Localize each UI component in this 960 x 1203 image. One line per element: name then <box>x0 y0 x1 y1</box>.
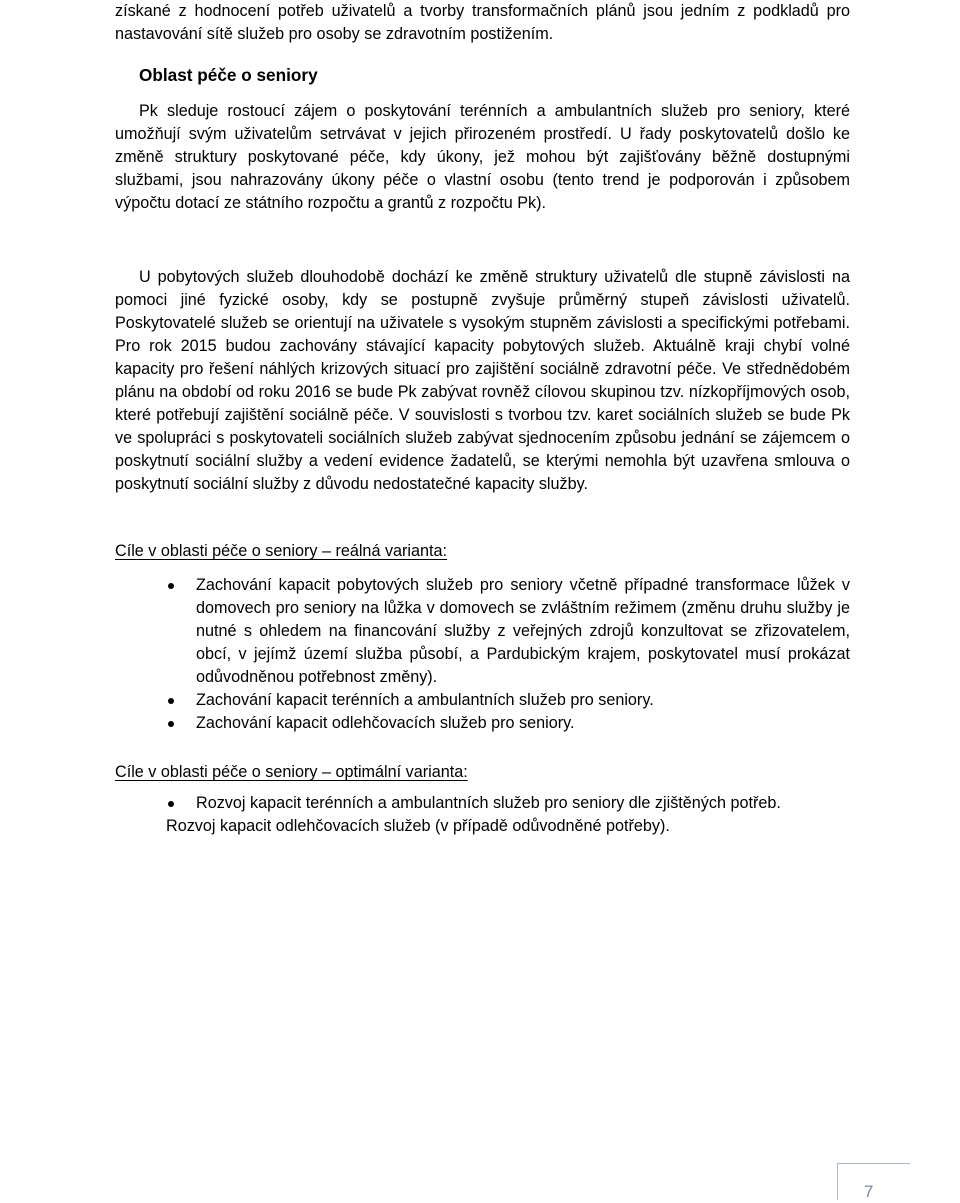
list-item-text: Zachování kapacit pobytových služeb pro seniory včetně případné transformace lůžek v domovech pro seniory na lůžka v domovech se zvláštním režimem (změnu druhu služby je nutné s ohledem na financování služby z veřejných zdrojů konzultovat se zřizovatelem, obcí, v jejímž území služba působí, a Pardubickým krajem, poskytovatel musí prokázat odůvodněnou potřebnost změny). <box>196 576 850 686</box>
list-item <box>115 689 850 712</box>
goals-optimal-list <box>115 792 850 815</box>
bullet-icon <box>168 698 174 704</box>
bullet-icon <box>168 583 174 589</box>
page-number-frame <box>837 1163 910 1200</box>
list-item-text: Zachování kapacit terénních a ambulantních služeb pro seniory. <box>196 691 654 709</box>
goals-optimal-heading: Cíle v oblasti péče o seniory – optimální varianta: <box>115 763 468 781</box>
list-item <box>115 712 850 735</box>
list-item-text: Rozvoj kapacit terénních a ambulantních služeb pro seniory dle zjištěných potřeb. <box>196 794 781 812</box>
page-number: 7 <box>864 1182 874 1201</box>
section-heading: Oblast péče o seniory <box>139 65 318 85</box>
list-item <box>115 574 850 689</box>
bullet-icon <box>168 721 174 727</box>
intro-paragraph: získané z hodnocení potřeb uživatelů a tvorby transformačních plánů jsou jedním z podkladů pro nastavování sítě služeb pro osoby se zdravotním postižením. <box>115 2 850 43</box>
section-paragraph-1: Pk sleduje rostoucí zájem o poskytování terénních a ambulantních služeb pro seniory, které umožňují svým uživatelům setrvávat v jejich přirozeném prostředí. U řady poskytovatelů došlo ke změně struktury poskytované péče, kdy úkony, jež mohou být zajišťovány běžně dostupnými službami, jsou nahrazovány úkony péče o vlastní osobu (tento trend je podporován i způsobem výpočtu dotací ze státního rozpočtu a grantů z rozpočtu Pk). <box>115 102 850 212</box>
goals-real-list <box>115 574 850 735</box>
goals-optimal-continuation: Rozvoj kapacit odlehčovacích služeb (v případě odůvodněné potřeby). <box>166 817 670 835</box>
bullet-icon <box>168 801 174 807</box>
list-item-text: Zachování kapacit odlehčovacích služeb pro seniory. <box>196 714 575 732</box>
list-item <box>115 792 850 815</box>
goals-real-heading: Cíle v oblasti péče o seniory – reálná varianta: <box>115 542 448 560</box>
section-paragraph-2: U pobytových služeb dlouhodobě dochází ke změně struktury uživatelů dle stupně závislosti na pomoci jiné fyzické osoby, kdy se postupně zvyšuje průměrný stupeň závislosti uživatelů. Poskytovatelé služeb se orientují na uživatele s vysokým stupněm závislosti a specifickými potřebami. Pro rok 2015 budou zachovány stávající kapacity pobytových služeb. Aktuálně kraji chybí volné kapacity pro řešení náhlých krizových situací pro zajištění sociálně zdravotní péče. Ve střednědobém plánu na období od roku 2016 se bude Pk zabývat rovněž cílovou skupinou tzv. nízkopříjmových osob, které potřebují zajištění sociálně péče. V souvislosti s tvorbou tzv. karet sociálních služeb se bude Pk ve spolupráci s poskytovateli sociálních služeb zabývat sjednocením způsobu jednání se zájemcem o poskytnutí sociální služby a vedení evidence žadatelů, se kterými nemohla být uzavřena smlouva o poskytnutí sociální služby z důvodu nedostatečné kapacity služby. <box>115 268 850 493</box>
